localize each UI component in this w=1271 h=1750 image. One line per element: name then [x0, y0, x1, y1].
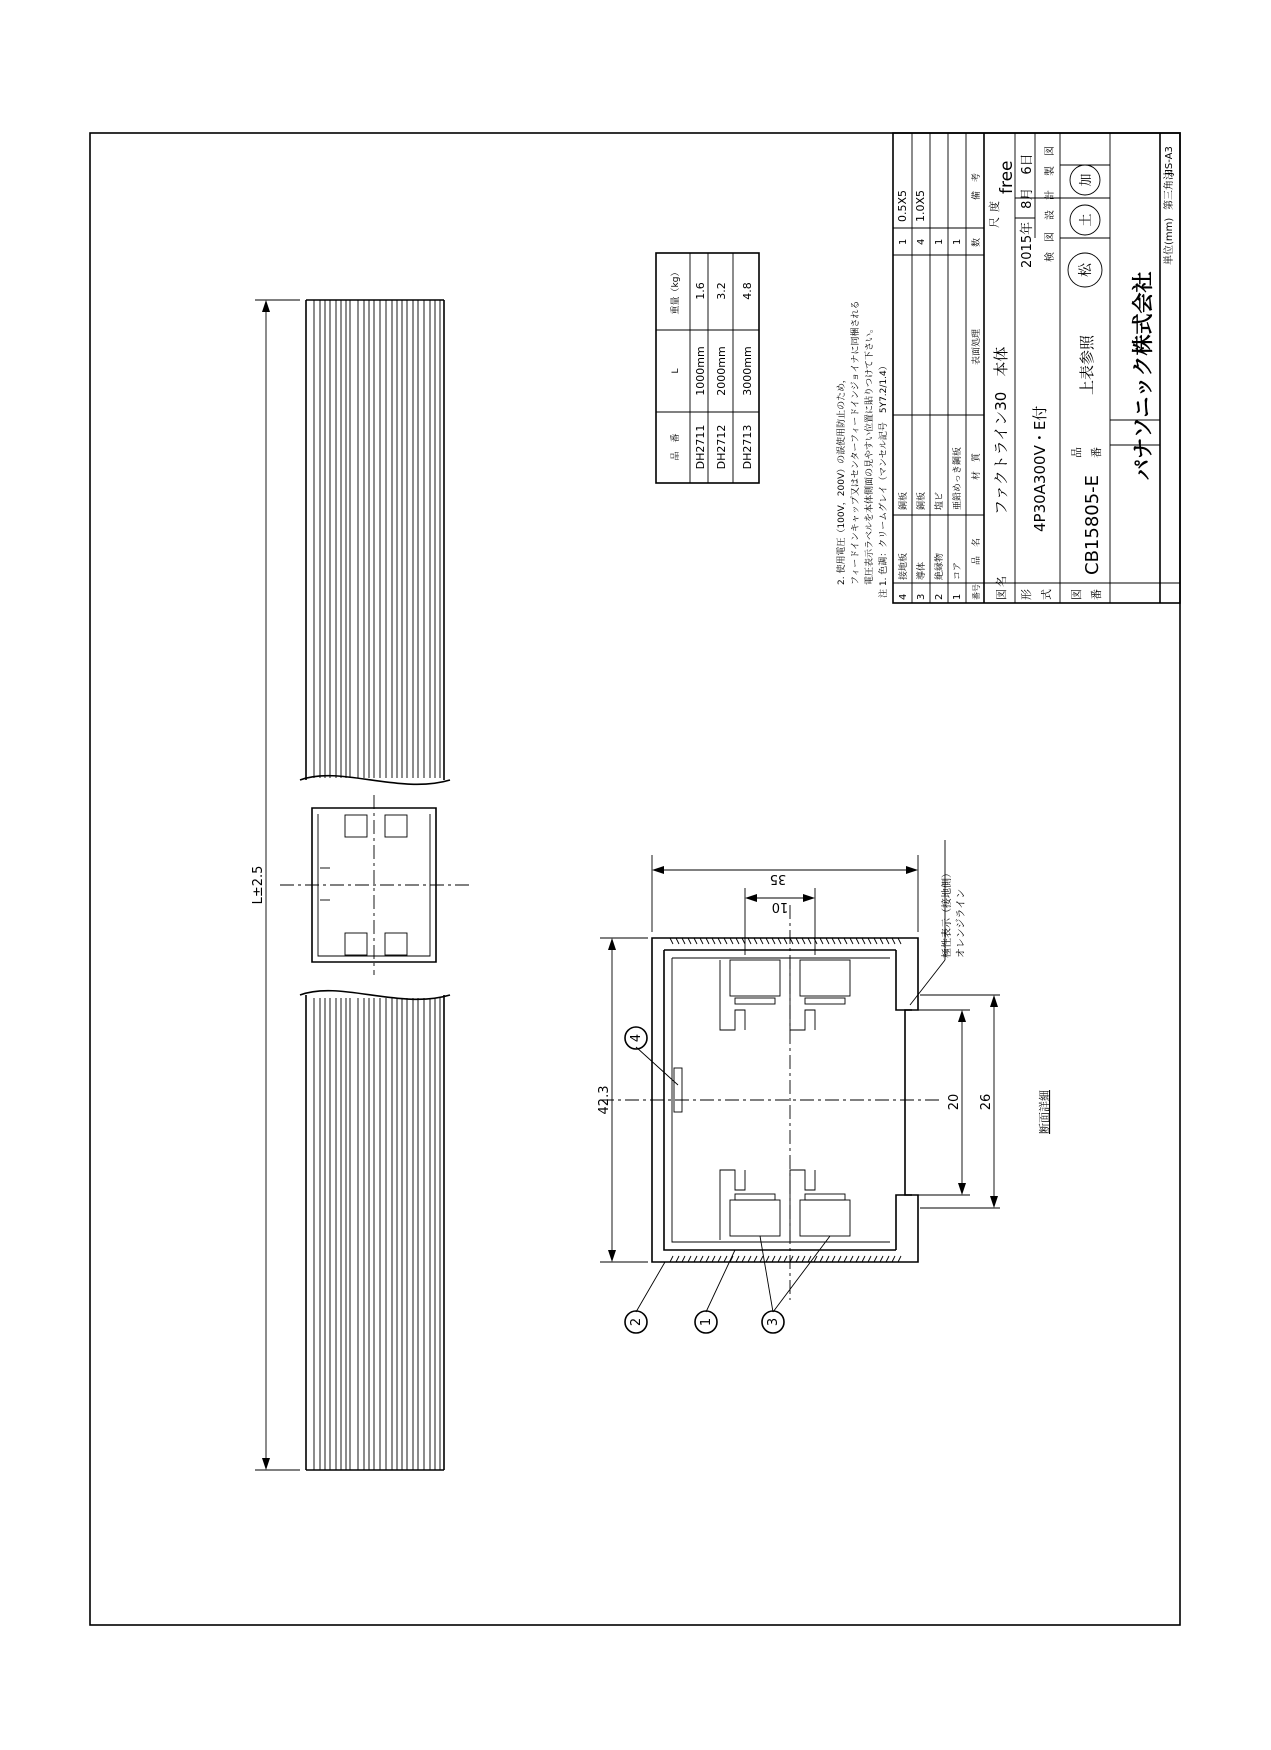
texture-tick: [706, 1256, 709, 1262]
texture-tick: [820, 1256, 823, 1262]
texture-tick: [880, 938, 883, 944]
texture-tick: [874, 1256, 877, 1262]
texture-tick: [766, 1256, 769, 1262]
texture-tick: [736, 938, 739, 944]
texture-tick: [778, 938, 781, 944]
texture-tick: [670, 1256, 673, 1262]
note-line-1: 注 1. 色調：クリームグレイ（マンセル記号 5Y7.2/1.4）: [879, 361, 889, 598]
stamp-draft: 加: [1079, 173, 1094, 187]
tb-zu-label-1: 図: [995, 589, 1008, 600]
texture-tick: [886, 1256, 889, 1262]
tb-role-design: 設 計: [1045, 190, 1056, 220]
texture-tick: [856, 1256, 859, 1262]
wt-header-part: 品 番: [671, 433, 681, 461]
texture-tick: [886, 938, 889, 944]
texture-tick: [862, 1256, 865, 1262]
texture-tick: [676, 1256, 679, 1262]
texture-tick: [796, 1256, 799, 1262]
parts-cell-no: 2: [934, 593, 945, 600]
section-detail: [600, 905, 940, 1300]
tb-date: 2015年 8月 6日: [1020, 153, 1035, 268]
parts-cell-qty: 1: [934, 238, 945, 245]
texture-tick: [724, 1256, 727, 1262]
section-label: 断面詳細: [1038, 1090, 1051, 1134]
texture-tick: [838, 938, 841, 944]
small-cross-section: [280, 795, 470, 975]
texture-tick: [742, 1256, 745, 1262]
texture-tick: [880, 1256, 883, 1262]
parts-cell-name: コア: [953, 561, 963, 580]
opening-dim-text: 20: [947, 1093, 962, 1111]
texture-tick: [760, 938, 763, 944]
note-line-4: 2. 使用電圧（100V，200V）の誤使用防止のため，: [837, 374, 847, 585]
tb-zu-label-2: 図: [1070, 589, 1083, 600]
stamp-check: 松: [1078, 263, 1094, 277]
tb-kei-label: 形: [1020, 589, 1033, 600]
part-balloons: [625, 1027, 830, 1333]
parts-cell-remark: 1.0X5: [914, 189, 927, 222]
texture-tick: [772, 1256, 775, 1262]
texture-tick: [898, 938, 901, 944]
texture-tick: [814, 938, 817, 944]
tb-sheet-size: JIS-A3: [1164, 146, 1175, 175]
texture-tick: [808, 1256, 811, 1262]
parts-cell-material: 銅板: [899, 491, 909, 510]
polarity-note-line2: オレンジライン: [956, 888, 967, 958]
wt-header-length: L: [671, 368, 681, 374]
texture-tick: [736, 1256, 739, 1262]
wt-row3-part: DH2713: [741, 424, 754, 470]
balloon-3: 3: [766, 1317, 781, 1327]
balloon-2: 2: [629, 1317, 644, 1327]
texture-tick: [760, 1256, 763, 1262]
wt-row1-part: DH2711: [694, 424, 707, 470]
tb-scale-label-1: 尺: [988, 217, 1001, 228]
texture-tick: [808, 938, 811, 944]
height-dim-text: 35: [769, 871, 787, 886]
texture-tick: [682, 938, 685, 944]
tb-scale: free: [997, 160, 1017, 194]
texture-tick: [772, 938, 775, 944]
tb-projection: 第三角法: [1164, 170, 1175, 210]
texture-tick: [802, 1256, 805, 1262]
ph-name: 品 名: [972, 537, 982, 565]
parts-cell-name: 絶縁物: [935, 552, 945, 580]
wt-row3-weight: 4.8: [741, 282, 754, 300]
note-line-3: フィードインキャップ又はセンターフィードインジョイナに同梱される: [851, 300, 861, 585]
tb-ban-label: 番: [1090, 589, 1103, 600]
texture-tick: [700, 1256, 703, 1262]
texture-tick: [850, 1256, 853, 1262]
tb-scale-label-2: 度: [988, 201, 1001, 212]
parts-cell-no: 1: [952, 593, 963, 600]
tb-shiki-label: 式: [1040, 589, 1053, 600]
texture-tick: [688, 1256, 691, 1262]
wt-row1-weight: 1.6: [694, 282, 707, 300]
parts-cell-no: 4: [898, 593, 909, 600]
texture-tick: [868, 938, 871, 944]
tb-model: 4P30A300V・E付: [1031, 405, 1049, 532]
tb-hinban-ban-label: 番: [1090, 447, 1103, 458]
texture-tick: [700, 938, 703, 944]
polarity-note-line1: 極性表示（接地側）: [942, 868, 953, 958]
texture-tick: [784, 1256, 787, 1262]
tb-name: ファクトライン30 本体: [992, 346, 1010, 515]
parts-cell-qty: 4: [916, 238, 927, 245]
wt-row2-part: DH2712: [715, 424, 728, 470]
texture-tick: [712, 938, 715, 944]
ph-finish: 表面処理: [972, 328, 982, 365]
wt-row3-length: 3000mm: [741, 346, 754, 396]
ph-material: 材 質: [972, 452, 982, 480]
texture-tick: [718, 938, 721, 944]
texture-tick: [844, 1256, 847, 1262]
length-dim-text: L±2.5: [251, 865, 266, 905]
balloon-4: 4: [629, 1033, 644, 1043]
parts-cell-material: 塩ビ: [935, 491, 945, 510]
texture-tick: [820, 938, 823, 944]
texture-tick: [832, 938, 835, 944]
texture-tick: [892, 1256, 895, 1262]
ph-remark: 備 考: [972, 172, 982, 200]
texture-tick: [784, 938, 787, 944]
ph-no: 番号: [972, 584, 981, 600]
stamp-design: 土: [1079, 213, 1094, 227]
texture-tick: [832, 1256, 835, 1262]
parts-cell-material: 銅板: [917, 491, 927, 510]
inner-dim-text: 26: [979, 1093, 994, 1111]
parts-header: [970, 173, 982, 600]
wt-row2-weight: 3.2: [715, 282, 728, 300]
texture-tick: [874, 938, 877, 944]
note-line-2: 電圧表示ラベルを本体側面の見やすい位置に貼りつけて下さい。: [865, 323, 875, 585]
texture-tick: [838, 1256, 841, 1262]
slot-pitch-dim-text: 10: [771, 899, 789, 914]
texture-tick: [856, 938, 859, 944]
texture-tick: [694, 1256, 697, 1262]
parts-cell-material: 亜鉛めっき鋼板: [953, 447, 963, 510]
parts-cell-name: 導体: [917, 561, 927, 580]
width-dim-text: 42.3: [597, 1085, 612, 1115]
texture-tick: [754, 1256, 757, 1262]
texture-tick: [844, 938, 847, 944]
tb-mei-label: 名: [995, 576, 1008, 587]
texture-tick: [892, 938, 895, 944]
texture-tick: [676, 938, 679, 944]
texture-tick: [826, 1256, 829, 1262]
weights-table: [656, 253, 759, 483]
texture-tick: [748, 938, 751, 944]
tb-role-draft: 製 図: [1045, 146, 1056, 176]
tb-hin-label: 品: [1070, 447, 1083, 458]
texture-tick: [802, 938, 805, 944]
parts-list: [896, 190, 963, 600]
texture-tick: [694, 938, 697, 944]
texture-tick: [712, 1256, 715, 1262]
section-dimensions: [597, 855, 1000, 1262]
texture-tick: [778, 1256, 781, 1262]
texture-tick: [754, 938, 757, 944]
texture-tick: [724, 938, 727, 944]
wt-row1-length: 1000mm: [694, 346, 707, 396]
texture-tick: [766, 938, 769, 944]
tb-drawing-no: CB15805-E: [1082, 474, 1103, 575]
parts-cell-remark: 0.5X5: [896, 189, 909, 222]
tb-unit: 単位(mm): [1164, 217, 1175, 265]
texture-tick: [670, 938, 673, 944]
texture-tick: [868, 1256, 871, 1262]
texture-tick: [862, 938, 865, 944]
parts-cell-no: 3: [916, 593, 927, 600]
texture-tick: [898, 1256, 901, 1262]
tb-role-check: 検 図: [1045, 232, 1056, 262]
tb-company: パナソニック株式会社: [1131, 271, 1155, 480]
tb-hinban-ref: 上表参照: [1078, 334, 1096, 395]
ph-qty: 数: [972, 237, 982, 247]
balloon-1: 1: [699, 1317, 714, 1327]
parts-cell-name: 接地板: [899, 552, 909, 580]
texture-tick: [730, 938, 733, 944]
texture-tick: [850, 938, 853, 944]
parts-cell-qty: 1: [952, 238, 963, 245]
texture-tick: [826, 938, 829, 944]
notes: [835, 301, 889, 598]
texture-tick: [688, 938, 691, 944]
texture-tick: [796, 938, 799, 944]
texture-tick: [682, 1256, 685, 1262]
texture-tick: [718, 1256, 721, 1262]
wt-header-weight: 重量（kg）: [671, 267, 681, 315]
texture-tick: [706, 938, 709, 944]
wt-row2-length: 2000mm: [715, 346, 728, 396]
texture-tick: [748, 1256, 751, 1262]
parts-cell-qty: 1: [898, 238, 909, 245]
